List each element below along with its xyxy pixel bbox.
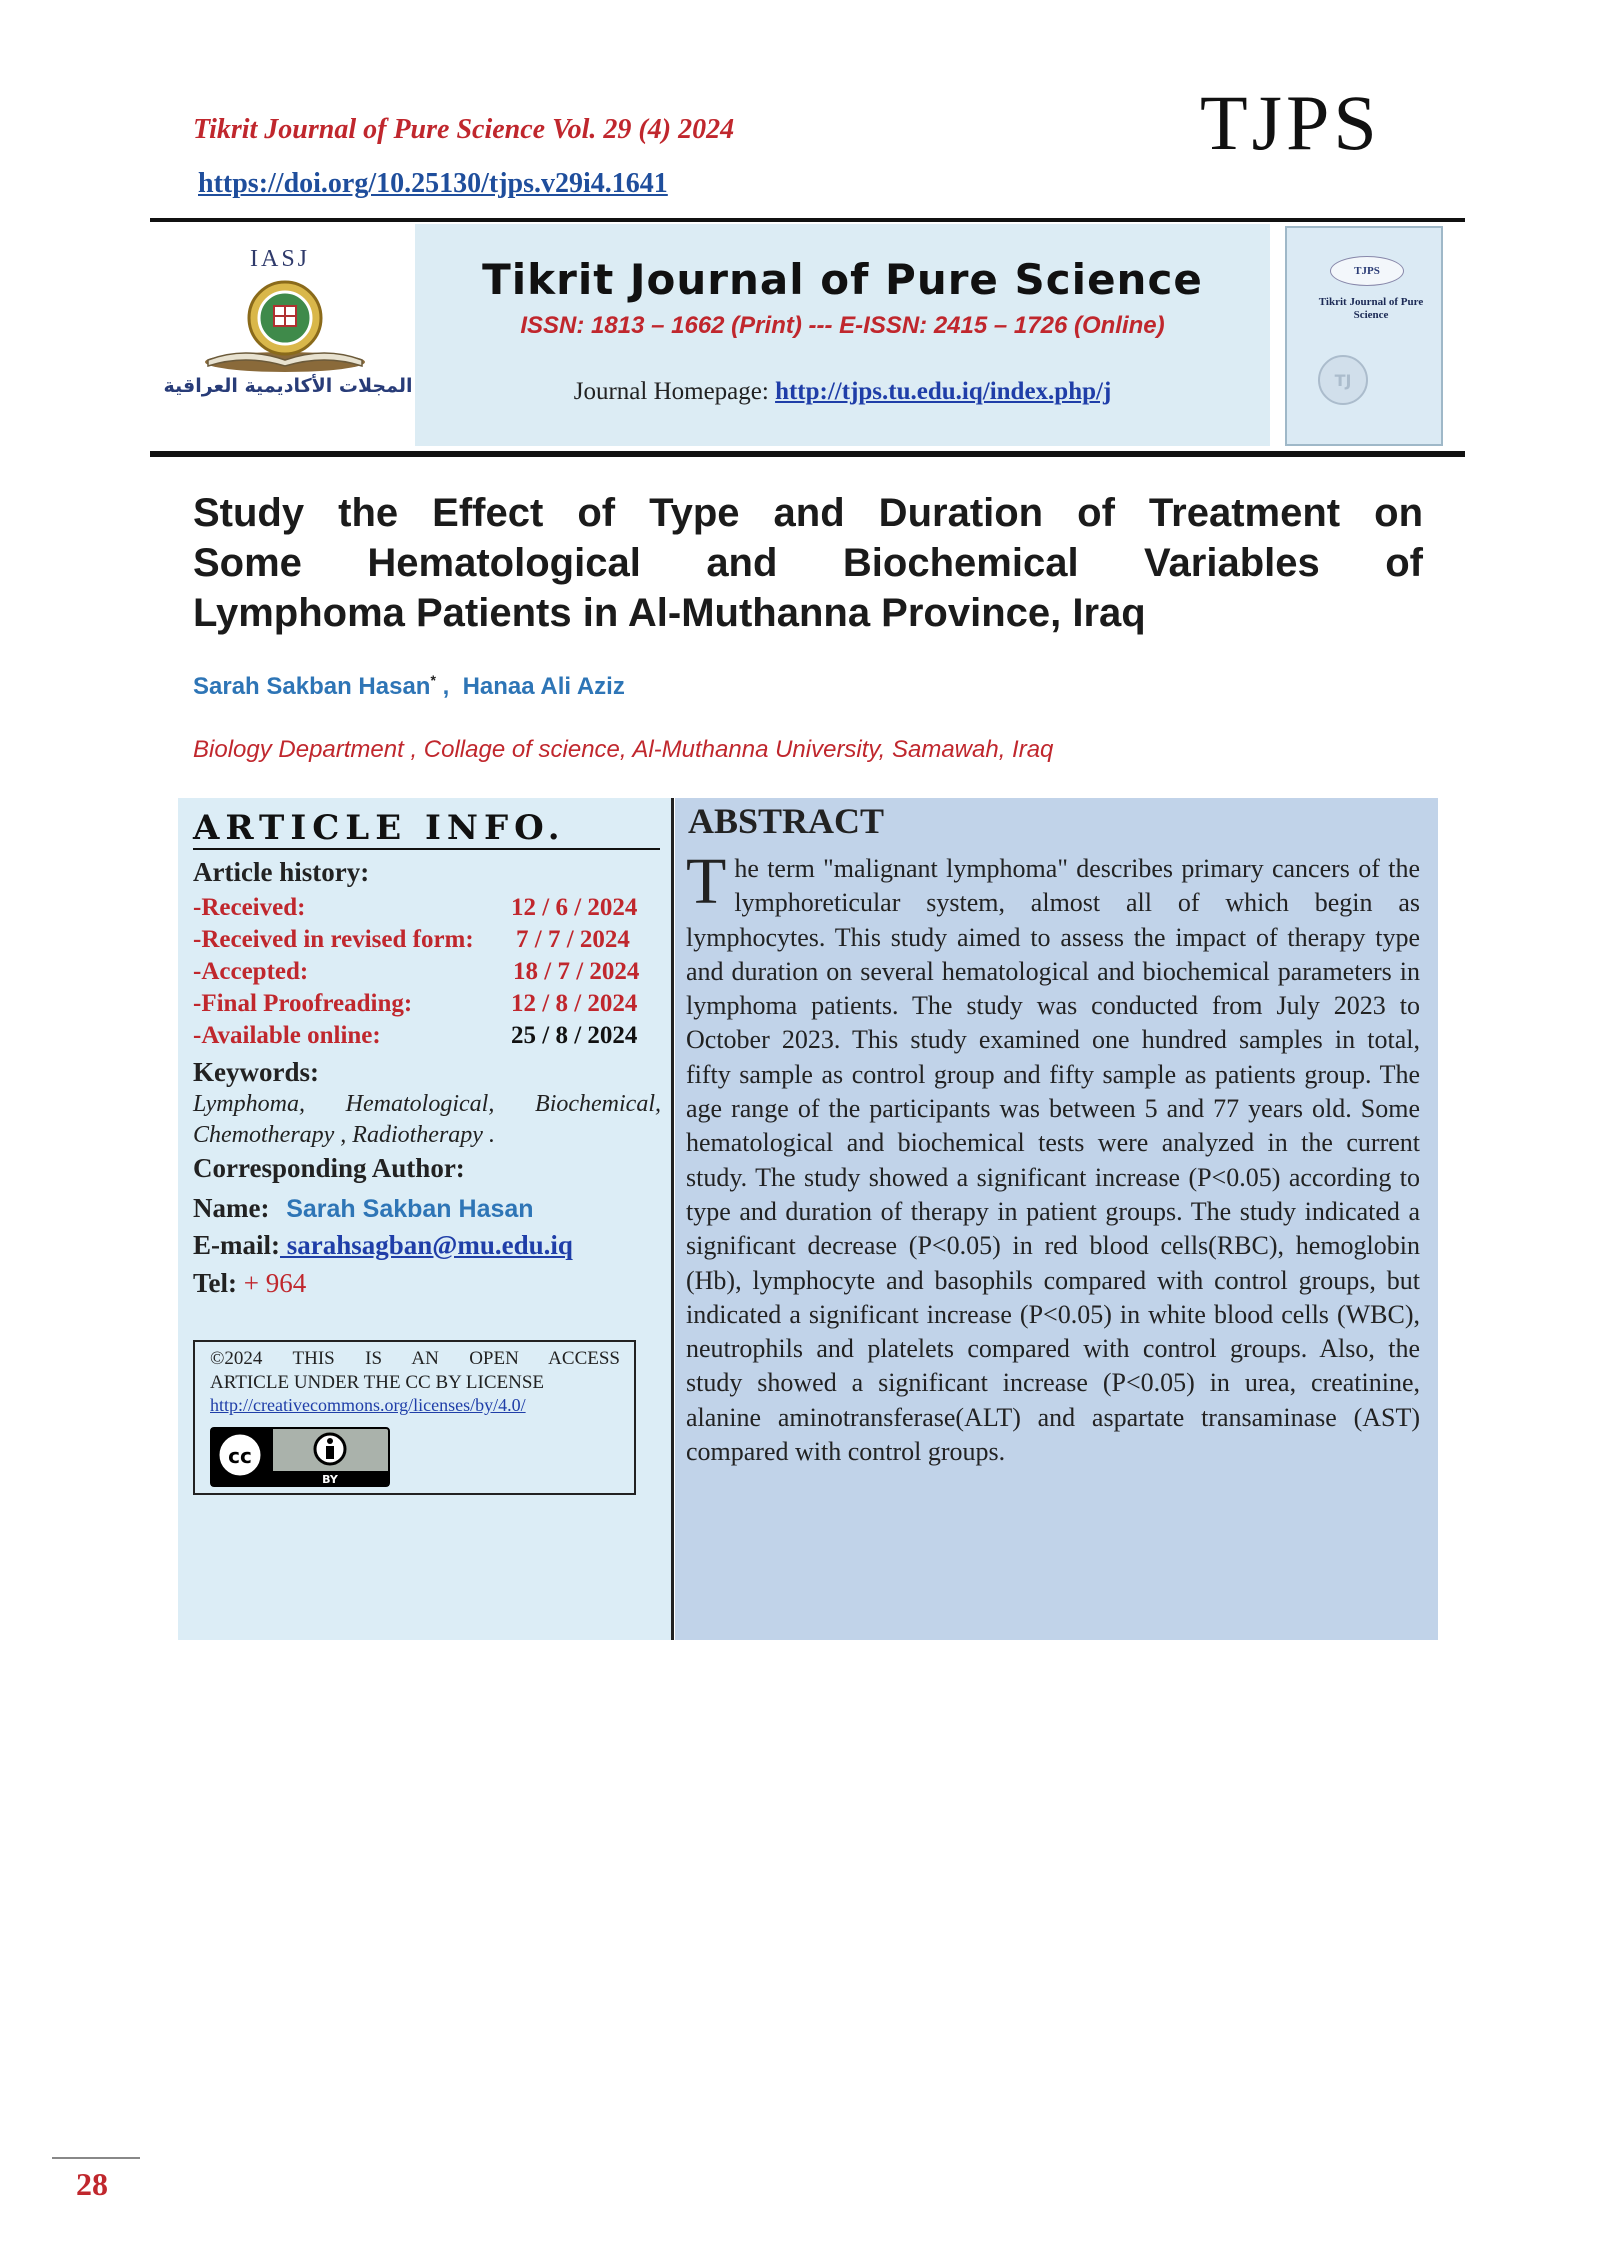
abstract-text	[686, 845, 1420, 1469]
keywords: Lymphoma, Hematological, Biochemical, Chemotherapy , Radiotherapy .	[193, 1091, 661, 1148]
history-label: -Accepted:	[193, 958, 309, 985]
name-label: Name:	[193, 1193, 270, 1223]
corresponding-mark: *	[430, 672, 436, 688]
cc-by-label: BY	[322, 1473, 338, 1486]
corresponding-email-row	[193, 1230, 573, 1261]
svg-text:cc: cc	[228, 1444, 252, 1468]
license-link[interactable]: http://creativecommons.org/licenses/by/4.0/	[210, 1395, 526, 1415]
cover-emblem-icon	[1312, 352, 1374, 407]
header-rule-top	[150, 218, 1465, 222]
email-link[interactable]: sarahsagban@mu.edu.iq	[280, 1230, 573, 1260]
cover-badge: TJPS	[1330, 256, 1404, 286]
corresponding-name-row	[193, 1193, 534, 1224]
affiliation: Biology Department , Collage of science, Al-Muthanna University, Samawah, Iraq	[193, 736, 1054, 763]
abstract-body: he term "malignant lymphoma" describes primary cancers of the lymphoreticular system, almost all of which begin as lymphocytes. This study aimed to assess the impact of therapy type and duration on several hematological and biochemical parameters in lymphoma patients. The study was conducted from July 2023 to October 2023. This study examined one hundred samples in total, fifty sample as control group and fifty sample as patients group. The age range of the participants was between 5 and 77 years old. Some hematological and biochemical tests were analyzed in the current study. The study showed a significant increase (P<0.05) according to type and duration of therapy in patient groups. The study indicated a significant decrease (P<0.05) in red blood cells(RBC), hemoglobin (Hb), lymphocyte and basophils compared with control groups, but indicated a significant increase (P<0.05) in white blood cells (WBC), neutrophils and platelets compared with control groups. Also, the study showed a significant increase (P<0.05) in urea, creatinine, alanine aminotransferase(ALT) and aspartate transaminase (AST) compared with control groups.	[686, 854, 1420, 1467]
history-label: -Available online:	[193, 1022, 381, 1049]
title-line: Lymphoma Patients in Al-Muthanna Province, Iraq	[193, 591, 1146, 635]
corresponding-author-name: Sarah Sakban Hasan	[286, 1195, 534, 1223]
tel-label: Tel:	[193, 1268, 238, 1298]
history-date: 12 / 6 / 2024	[511, 894, 638, 921]
corresponding-author-label: Corresponding Author:	[193, 1153, 465, 1183]
history-date: 12 / 8 / 2024	[511, 990, 638, 1017]
article-title	[193, 488, 1423, 638]
homepage-label: Journal Homepage:	[573, 378, 769, 405]
iasj-emblem-icon	[200, 276, 370, 374]
history-label: -Final Proofreading:	[193, 990, 413, 1017]
article-info-rule	[193, 848, 660, 850]
keywords-label: Keywords:	[193, 1057, 319, 1087]
author-separator: ,	[435, 673, 450, 700]
header-rule-bottom	[150, 451, 1465, 457]
history-date: 25 / 8 / 2024	[511, 1022, 638, 1049]
banner-journal-title: Tikrit Journal of Pure Science	[482, 255, 1203, 304]
page-number: 28	[76, 2166, 108, 2202]
license-line: ©2024 THIS IS AN OPEN ACCESS	[210, 1348, 620, 1369]
iasj-label: IASJ	[250, 246, 311, 272]
license-line: ARTICLE UNDER THE CC BY LICENSE	[210, 1372, 544, 1393]
banner-homepage	[415, 378, 1270, 406]
cc-by-icon[interactable]	[210, 1427, 390, 1487]
iasj-arabic-label: المجلات الأكاديمية العراقية	[163, 375, 413, 397]
homepage-link[interactable]: http://tjps.tu.edu.iq/index.php/j	[775, 378, 1112, 405]
history-label: -Received in revised form:	[193, 926, 474, 953]
history-label: -Received:	[193, 894, 306, 921]
banner-issn: ISSN: 1813 – 1662 (Print) --- E-ISSN: 2415 – 1726 (Online)	[520, 312, 1165, 339]
author-list	[193, 672, 625, 701]
history-date: 7 / 7 / 2024	[516, 926, 630, 953]
svg-text:TJ: TJ	[1334, 371, 1352, 390]
title-line: Some Hematological and Biochemical Variables of	[193, 541, 1423, 585]
page-number-rule	[52, 2157, 140, 2159]
tjps-mark: TJPS	[1200, 79, 1381, 166]
author-name: Sarah Sakban Hasan	[193, 673, 431, 700]
journal-volume-line: Tikrit Journal of Pure Science Vol. 29 (4) 2024	[193, 114, 735, 145]
tel-value: + 964	[243, 1268, 307, 1298]
author-name: Hanaa Ali Aziz	[462, 673, 625, 700]
abstract-drop-cap: T	[686, 845, 727, 918]
article-history-label: Article history:	[193, 857, 370, 887]
history-date: 18 / 7 / 2024	[513, 958, 640, 985]
panel-divider	[671, 798, 674, 1640]
abstract-heading: ABSTRACT	[688, 801, 885, 841]
doi-link[interactable]: https://doi.org/10.25130/tjps.v29i4.1641	[198, 168, 668, 199]
article-info-heading: ARTICLE INFO.	[193, 808, 566, 848]
corresponding-tel-row	[193, 1268, 306, 1299]
title-line: Study the Effect of Type and Duration of Treatment on	[193, 491, 1423, 535]
cover-title: Tikrit Journal of Pure Science	[1318, 296, 1424, 321]
email-label: E-mail:	[193, 1230, 280, 1260]
